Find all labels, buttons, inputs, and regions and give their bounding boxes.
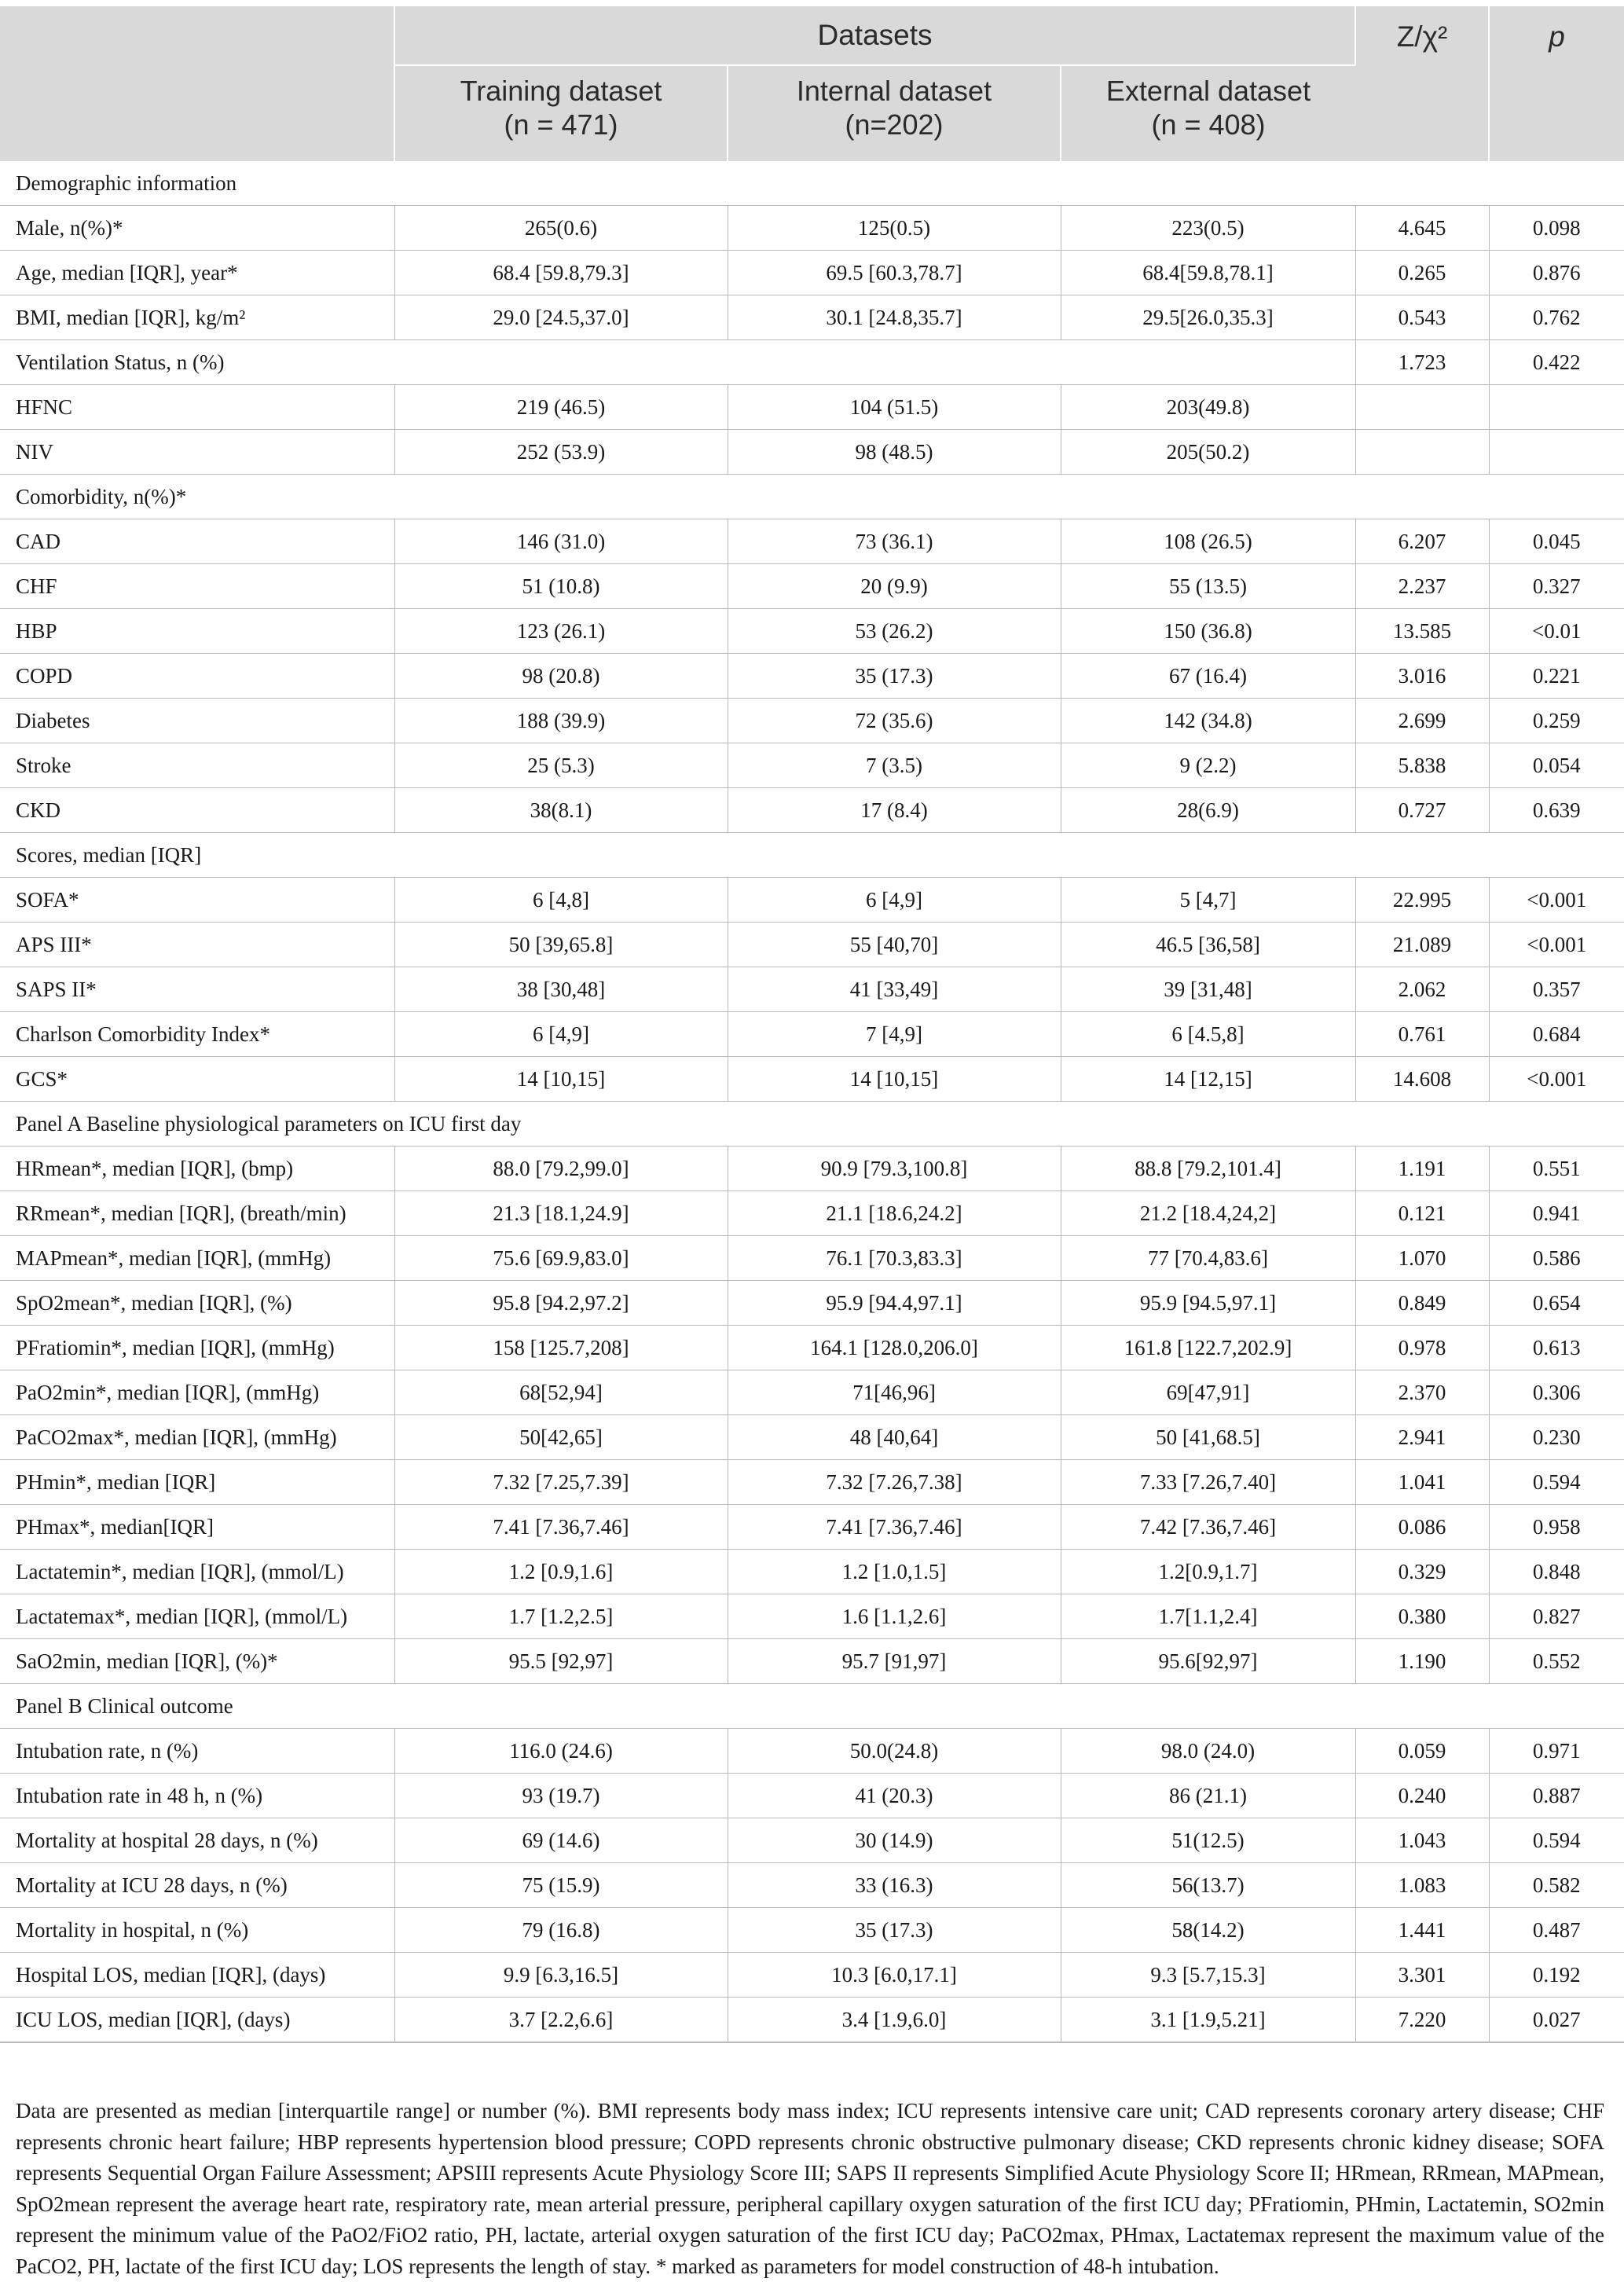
- row-label: PaCO2max*, median [IQR], (mmHg): [0, 1415, 394, 1460]
- cell-statistic: 4.645: [1355, 206, 1489, 251]
- cell-training: 68.4 [59.8,79.3]: [394, 251, 728, 295]
- cell-internal: 73 (36.1): [728, 519, 1061, 564]
- table-body: [0, 161, 1624, 2042]
- table-row: [0, 340, 1624, 385]
- section-label: Scores, median [IQR]: [0, 833, 1624, 878]
- table-row: [0, 699, 1624, 743]
- cell-p-value: 0.848: [1489, 1550, 1624, 1594]
- cell-statistic: 0.086: [1355, 1505, 1489, 1550]
- row-label: PFratiomin*, median [IQR], (mmHg): [0, 1326, 394, 1370]
- row-label: Diabetes: [0, 699, 394, 743]
- row-label: GCS*: [0, 1057, 394, 1102]
- cell-external: 150 (36.8): [1061, 609, 1355, 654]
- cell-external: 69[47,91]: [1061, 1370, 1355, 1415]
- header-external-title: External dataset: [1105, 75, 1311, 107]
- cell-external: 223(0.5): [1061, 206, 1355, 251]
- cell-p-value: <0.001: [1489, 1057, 1624, 1102]
- row-label: Mortality at hospital 28 days, n (%): [0, 1818, 394, 1863]
- cell-p-value: 0.551: [1489, 1147, 1624, 1191]
- cell-internal: 125(0.5): [728, 206, 1061, 251]
- cell-statistic: 1.083: [1355, 1863, 1489, 1908]
- cell-training: 123 (26.1): [394, 609, 728, 654]
- table-row: [0, 1594, 1624, 1639]
- cell-statistic: 0.380: [1355, 1594, 1489, 1639]
- cell-p-value: <0.001: [1489, 923, 1624, 967]
- header-blank-cell: [0, 6, 394, 161]
- cell-external: 98.0 (24.0): [1061, 1729, 1355, 1774]
- section-row: [0, 833, 1624, 878]
- cell-external: 21.2 [18.4,24,2]: [1061, 1191, 1355, 1236]
- cell-statistic: 0.849: [1355, 1281, 1489, 1326]
- cell-external: 58(14.2): [1061, 1908, 1355, 1953]
- section-label: Demographic information: [0, 161, 1624, 206]
- table-row: [0, 1953, 1624, 1998]
- cell-training: 252 (53.9): [394, 430, 728, 475]
- cell-statistic: 22.995: [1355, 878, 1489, 923]
- row-label: CAD: [0, 519, 394, 564]
- cell-training: 69 (14.6): [394, 1818, 728, 1863]
- row-label: ICU LOS, median [IQR], (days): [0, 1998, 394, 2043]
- baseline-characteristics-table: [0, 6, 1624, 2043]
- cell-training: 146 (31.0): [394, 519, 728, 564]
- section-label: Panel B Clinical outcome: [0, 1684, 1624, 1729]
- cell-external: 14 [12,15]: [1061, 1057, 1355, 1102]
- cell-internal: 6 [4,9]: [728, 878, 1061, 923]
- table-row: [0, 1998, 1624, 2043]
- cell-training: 75 (15.9): [394, 1863, 728, 1908]
- table-row: [0, 385, 1624, 430]
- row-label: PHmin*, median [IQR]: [0, 1460, 394, 1505]
- cell-internal: 41 [33,49]: [728, 967, 1061, 1012]
- cell-external: 7.42 [7.36,7.46]: [1061, 1505, 1355, 1550]
- row-label: NIV: [0, 430, 394, 475]
- table-footnote: Data are presented as median [interquartile range] or number (%). BMI represents body mass index; ICU represents intensive care unit; CAD represents coronary artery disease; CHF represents chronic heart failure; HBP represents hypertension blood pressure; COPD represents chronic obstructive pulmonary disease; CKD represents chronic kidney disease; SOFA represents Sequential Organ Failure Assessment; APSIII represents Acute Physiology Score III; SAPS II represents Simplified Acute Physiology Score II; HRmean, RRmean, MAPmean, SpO2mean represent the average heart rate, respiratory rate, mean arterial pressure, peripheral capillary oxygen saturation of the first ICU day; PFratiomin, PHmin, Lactatemin, SO2min represent the minimum value of the PaO2/FiO2 ratio, PH, lactate, arterial oxygen saturation of the first ICU day; PaCO2max, PHmax, Lactatemax represent the maximum value of the PaCO2, PH, lactate of the first ICU day; LOS represents the length of stay. * marked as parameters for model construction of 48-h intubation.: [16, 2099, 1604, 2278]
- header-internal-dataset: [728, 65, 1061, 161]
- cell-statistic: 6.207: [1355, 519, 1489, 564]
- cell-statistic: 1.070: [1355, 1236, 1489, 1281]
- cell-training: 14 [10,15]: [394, 1057, 728, 1102]
- row-label: SaO2min, median [IQR], (%)*: [0, 1639, 394, 1684]
- cell-training: 88.0 [79.2,99.0]: [394, 1147, 728, 1191]
- cell-p-value: 0.971: [1489, 1729, 1624, 1774]
- cell-p-value: <0.001: [1489, 878, 1624, 923]
- table-row: [0, 1460, 1624, 1505]
- cell-training: 51 (10.8): [394, 564, 728, 609]
- cell-statistic: 0.121: [1355, 1191, 1489, 1236]
- cell-statistic: 0.240: [1355, 1774, 1489, 1818]
- cell-statistic: 13.585: [1355, 609, 1489, 654]
- cell-p-value: 0.098: [1489, 206, 1624, 251]
- cell-training: 265(0.6): [394, 206, 728, 251]
- cell-statistic: [1355, 430, 1489, 475]
- header-internal-title: Internal dataset: [796, 75, 992, 107]
- cell-statistic: 3.301: [1355, 1953, 1489, 1998]
- row-label: SOFA*: [0, 878, 394, 923]
- table-row: [0, 1236, 1624, 1281]
- cell-external: 50 [41,68.5]: [1061, 1415, 1355, 1460]
- cell-external: 1.7[1.1,2.4]: [1061, 1594, 1355, 1639]
- table-row: [0, 1639, 1624, 1684]
- cell-internal: 95.9 [94.4,97.1]: [728, 1281, 1061, 1326]
- cell-p-value: 0.487: [1489, 1908, 1624, 1953]
- cell-external: 1.2[0.9,1.7]: [1061, 1550, 1355, 1594]
- cell-internal: 41 (20.3): [728, 1774, 1061, 1818]
- row-label: Age, median [IQR], year*: [0, 251, 394, 295]
- cell-internal: 20 (9.9): [728, 564, 1061, 609]
- header-statistic: Z/χ²: [1355, 6, 1489, 161]
- cell-training: 38 [30,48]: [394, 967, 728, 1012]
- cell-external: 9 (2.2): [1061, 743, 1355, 788]
- cell-p-value: 0.582: [1489, 1863, 1624, 1908]
- cell-p-value: 0.422: [1489, 340, 1624, 385]
- cell-p-value: 0.552: [1489, 1639, 1624, 1684]
- table-row: [0, 1863, 1624, 1908]
- cell-training: 6 [4,8]: [394, 878, 728, 923]
- table-row: [0, 1326, 1624, 1370]
- cell-p-value: 0.045: [1489, 519, 1624, 564]
- cell-internal: 7.32 [7.26,7.38]: [728, 1460, 1061, 1505]
- cell-external: 39 [31,48]: [1061, 967, 1355, 1012]
- row-label: Intubation rate in 48 h, n (%): [0, 1774, 394, 1818]
- cell-training: 25 (5.3): [394, 743, 728, 788]
- cell-training: 1.7 [1.2,2.5]: [394, 1594, 728, 1639]
- table-row: [0, 1147, 1624, 1191]
- cell-p-value: 0.594: [1489, 1818, 1624, 1863]
- cell-internal: 7.41 [7.36,7.46]: [728, 1505, 1061, 1550]
- cell-p-value: 0.230: [1489, 1415, 1624, 1460]
- table-row: [0, 1550, 1624, 1594]
- cell-statistic: [1355, 385, 1489, 430]
- header-external-dataset: [1061, 65, 1355, 161]
- cell-p-value: 0.684: [1489, 1012, 1624, 1057]
- cell-internal: 1.6 [1.1,2.6]: [728, 1594, 1061, 1639]
- cell-training: 7.41 [7.36,7.46]: [394, 1505, 728, 1550]
- cell-external: 203(49.8): [1061, 385, 1355, 430]
- cell-training: 7.32 [7.25,7.39]: [394, 1460, 728, 1505]
- table-row: [0, 1191, 1624, 1236]
- cell-training: 50 [39,65.8]: [394, 923, 728, 967]
- row-label: HFNC: [0, 385, 394, 430]
- table-row: [0, 1729, 1624, 1774]
- cell-statistic: 1.041: [1355, 1460, 1489, 1505]
- cell-external: 55 (13.5): [1061, 564, 1355, 609]
- cell-external: 28(6.9): [1061, 788, 1355, 833]
- cell-p-value: 0.613: [1489, 1326, 1624, 1370]
- table-row: [0, 654, 1624, 699]
- row-label: SpO2mean*, median [IQR], (%): [0, 1281, 394, 1326]
- row-label: Stroke: [0, 743, 394, 788]
- cell-statistic: 2.370: [1355, 1370, 1489, 1415]
- row-label: Ventilation Status, n (%): [0, 340, 1355, 385]
- table-row: [0, 743, 1624, 788]
- row-label: Intubation rate, n (%): [0, 1729, 394, 1774]
- section-label: Comorbidity, n(%)*: [0, 475, 1624, 519]
- cell-internal: 30.1 [24.8,35.7]: [728, 295, 1061, 340]
- header-internal-n: (n=202): [845, 108, 944, 141]
- cell-external: 56(13.7): [1061, 1863, 1355, 1908]
- cell-external: 6 [4.5,8]: [1061, 1012, 1355, 1057]
- cell-p-value: 0.306: [1489, 1370, 1624, 1415]
- cell-internal: 98 (48.5): [728, 430, 1061, 475]
- cell-internal: 164.1 [128.0,206.0]: [728, 1326, 1061, 1370]
- cell-internal: 33 (16.3): [728, 1863, 1061, 1908]
- cell-training: 95.5 [92,97]: [394, 1639, 728, 1684]
- row-label: Mortality in hospital, n (%): [0, 1908, 394, 1953]
- table-header: [0, 6, 1624, 161]
- cell-p-value: [1489, 385, 1624, 430]
- cell-training: 21.3 [18.1,24.9]: [394, 1191, 728, 1236]
- cell-internal: 50.0(24.8): [728, 1729, 1061, 1774]
- cell-training: 9.9 [6.3,16.5]: [394, 1953, 728, 1998]
- cell-p-value: 0.027: [1489, 1998, 1624, 2043]
- cell-p-value: <0.01: [1489, 609, 1624, 654]
- cell-p-value: 0.876: [1489, 251, 1624, 295]
- cell-internal: 7 (3.5): [728, 743, 1061, 788]
- cell-internal: 95.7 [91,97]: [728, 1639, 1061, 1684]
- cell-p-value: 0.054: [1489, 743, 1624, 788]
- row-label: APS III*: [0, 923, 394, 967]
- cell-p-value: 0.586: [1489, 1236, 1624, 1281]
- header-training-title: Training dataset: [460, 75, 662, 107]
- cell-training: 79 (16.8): [394, 1908, 728, 1953]
- cell-training: 98 (20.8): [394, 654, 728, 699]
- cell-p-value: 0.357: [1489, 967, 1624, 1012]
- section-row: [0, 1684, 1624, 1729]
- row-label: MAPmean*, median [IQR], (mmHg): [0, 1236, 394, 1281]
- cell-internal: 71[46,96]: [728, 1370, 1061, 1415]
- section-row: [0, 161, 1624, 206]
- table-row: [0, 1281, 1624, 1326]
- cell-external: 205(50.2): [1061, 430, 1355, 475]
- table-row: [0, 1012, 1624, 1057]
- row-label: Mortality at ICU 28 days, n (%): [0, 1863, 394, 1908]
- cell-external: 9.3 [5.7,15.3]: [1061, 1953, 1355, 1998]
- cell-internal: 10.3 [6.0,17.1]: [728, 1953, 1061, 1998]
- cell-external: 142 (34.8): [1061, 699, 1355, 743]
- header-external-n: (n = 408): [1151, 108, 1266, 141]
- cell-p-value: 0.941: [1489, 1191, 1624, 1236]
- cell-statistic: 21.089: [1355, 923, 1489, 967]
- table-row: [0, 206, 1624, 251]
- table-row: [0, 609, 1624, 654]
- header-datasets: Datasets: [394, 6, 1355, 65]
- row-label: Hospital LOS, median [IQR], (days): [0, 1953, 394, 1998]
- cell-external: 95.9 [94.5,97.1]: [1061, 1281, 1355, 1326]
- cell-statistic: 0.329: [1355, 1550, 1489, 1594]
- cell-internal: 35 (17.3): [728, 654, 1061, 699]
- cell-internal: 55 [40,70]: [728, 923, 1061, 967]
- cell-internal: 104 (51.5): [728, 385, 1061, 430]
- cell-internal: 76.1 [70.3,83.3]: [728, 1236, 1061, 1281]
- header-p-value: p: [1489, 6, 1624, 161]
- cell-training: 219 (46.5): [394, 385, 728, 430]
- cell-p-value: 0.259: [1489, 699, 1624, 743]
- cell-p-value: [1489, 430, 1624, 475]
- cell-internal: 17 (8.4): [728, 788, 1061, 833]
- cell-internal: 1.2 [1.0,1.5]: [728, 1550, 1061, 1594]
- table-row: [0, 1415, 1624, 1460]
- row-label: PHmax*, median[IQR]: [0, 1505, 394, 1550]
- cell-statistic: 2.062: [1355, 967, 1489, 1012]
- table-row: [0, 295, 1624, 340]
- cell-training: 1.2 [0.9,1.6]: [394, 1550, 728, 1594]
- cell-external: 68.4[59.8,78.1]: [1061, 251, 1355, 295]
- cell-internal: 3.4 [1.9,6.0]: [728, 1998, 1061, 2043]
- section-row: [0, 1102, 1624, 1147]
- cell-statistic: 0.059: [1355, 1729, 1489, 1774]
- cell-statistic: 0.265: [1355, 251, 1489, 295]
- cell-internal: 35 (17.3): [728, 1908, 1061, 1953]
- row-label: Charlson Comorbidity Index*: [0, 1012, 394, 1057]
- cell-internal: 90.9 [79.3,100.8]: [728, 1147, 1061, 1191]
- table-row: [0, 1908, 1624, 1953]
- cell-p-value: 0.958: [1489, 1505, 1624, 1550]
- cell-training: 158 [125.7,208]: [394, 1326, 728, 1370]
- table-row: [0, 519, 1624, 564]
- row-label: BMI, median [IQR], kg/m²: [0, 295, 394, 340]
- row-label: PaO2min*, median [IQR], (mmHg): [0, 1370, 394, 1415]
- cell-statistic: 0.761: [1355, 1012, 1489, 1057]
- cell-external: 51(12.5): [1061, 1818, 1355, 1863]
- cell-training: 6 [4,9]: [394, 1012, 728, 1057]
- cell-statistic: 1.043: [1355, 1818, 1489, 1863]
- row-label: RRmean*, median [IQR], (breath/min): [0, 1191, 394, 1236]
- cell-external: 77 [70.4,83.6]: [1061, 1236, 1355, 1281]
- cell-p-value: 0.827: [1489, 1594, 1624, 1639]
- section-row: [0, 475, 1624, 519]
- cell-internal: 53 (26.2): [728, 609, 1061, 654]
- table-row: [0, 251, 1624, 295]
- row-label: COPD: [0, 654, 394, 699]
- cell-training: 29.0 [24.5,37.0]: [394, 295, 728, 340]
- cell-external: 88.8 [79.2,101.4]: [1061, 1147, 1355, 1191]
- table-row: [0, 430, 1624, 475]
- cell-external: 67 (16.4): [1061, 654, 1355, 699]
- cell-statistic: 1.441: [1355, 1908, 1489, 1953]
- row-label: HRmean*, median [IQR], (bmp): [0, 1147, 394, 1191]
- cell-training: 38(8.1): [394, 788, 728, 833]
- cell-statistic: 2.237: [1355, 564, 1489, 609]
- cell-external: 5 [4,7]: [1061, 878, 1355, 923]
- cell-statistic: 1.723: [1355, 340, 1489, 385]
- cell-statistic: 0.978: [1355, 1326, 1489, 1370]
- header-training-n: (n = 471): [504, 108, 618, 141]
- section-label: Panel A Baseline physiological parameters on ICU first day: [0, 1102, 1624, 1147]
- cell-p-value: 0.327: [1489, 564, 1624, 609]
- cell-internal: 69.5 [60.3,78.7]: [728, 251, 1061, 295]
- cell-statistic: 5.838: [1355, 743, 1489, 788]
- cell-external: 161.8 [122.7,202.9]: [1061, 1326, 1355, 1370]
- cell-statistic: 1.190: [1355, 1639, 1489, 1684]
- cell-statistic: 2.699: [1355, 699, 1489, 743]
- row-label: Male, n(%)*: [0, 206, 394, 251]
- cell-internal: 72 (35.6): [728, 699, 1061, 743]
- cell-training: 50[42,65]: [394, 1415, 728, 1460]
- table-row: [0, 923, 1624, 967]
- cell-statistic: 3.016: [1355, 654, 1489, 699]
- cell-p-value: 0.639: [1489, 788, 1624, 833]
- cell-p-value: 0.762: [1489, 295, 1624, 340]
- table-row: [0, 1370, 1624, 1415]
- cell-training: 3.7 [2.2,6.6]: [394, 1998, 728, 2043]
- cell-statistic: 0.543: [1355, 295, 1489, 340]
- cell-internal: 14 [10,15]: [728, 1057, 1061, 1102]
- row-label: Lactatemax*, median [IQR], (mmol/L): [0, 1594, 394, 1639]
- cell-training: 188 (39.9): [394, 699, 728, 743]
- cell-statistic: 7.220: [1355, 1998, 1489, 2043]
- cell-p-value: 0.192: [1489, 1953, 1624, 1998]
- cell-statistic: 1.191: [1355, 1147, 1489, 1191]
- cell-external: 46.5 [36,58]: [1061, 923, 1355, 967]
- cell-external: 3.1 [1.9,5.21]: [1061, 1998, 1355, 2043]
- row-label: CKD: [0, 788, 394, 833]
- cell-statistic: 0.727: [1355, 788, 1489, 833]
- cell-training: 116.0 (24.6): [394, 1729, 728, 1774]
- cell-external: 108 (26.5): [1061, 519, 1355, 564]
- cell-p-value: 0.221: [1489, 654, 1624, 699]
- cell-external: 29.5[26.0,35.3]: [1061, 295, 1355, 340]
- row-label: SAPS II*: [0, 967, 394, 1012]
- cell-p-value: 0.887: [1489, 1774, 1624, 1818]
- header-training-dataset: [394, 65, 728, 161]
- cell-training: 95.8 [94.2,97.2]: [394, 1281, 728, 1326]
- table-row: [0, 788, 1624, 833]
- cell-external: 95.6[92,97]: [1061, 1639, 1355, 1684]
- cell-training: 68[52,94]: [394, 1370, 728, 1415]
- table-row: [0, 1057, 1624, 1102]
- cell-external: 7.33 [7.26,7.40]: [1061, 1460, 1355, 1505]
- table-row: [0, 1505, 1624, 1550]
- cell-internal: 21.1 [18.6,24.2]: [728, 1191, 1061, 1236]
- cell-statistic: 14.608: [1355, 1057, 1489, 1102]
- cell-external: 86 (21.1): [1061, 1774, 1355, 1818]
- cell-statistic: 2.941: [1355, 1415, 1489, 1460]
- row-label: CHF: [0, 564, 394, 609]
- table-row: [0, 564, 1624, 609]
- cell-p-value: 0.594: [1489, 1460, 1624, 1505]
- row-label: HBP: [0, 609, 394, 654]
- table-row: [0, 1774, 1624, 1818]
- cell-internal: 48 [40,64]: [728, 1415, 1061, 1460]
- table-row: [0, 1818, 1624, 1863]
- table-container: [0, 6, 1624, 2043]
- cell-training: 93 (19.7): [394, 1774, 728, 1818]
- row-label: Lactatemin*, median [IQR], (mmol/L): [0, 1550, 394, 1594]
- table-row: [0, 967, 1624, 1012]
- cell-internal: 30 (14.9): [728, 1818, 1061, 1863]
- cell-internal: 7 [4,9]: [728, 1012, 1061, 1057]
- cell-training: 75.6 [69.9,83.0]: [394, 1236, 728, 1281]
- cell-p-value: 0.654: [1489, 1281, 1624, 1326]
- table-row: [0, 878, 1624, 923]
